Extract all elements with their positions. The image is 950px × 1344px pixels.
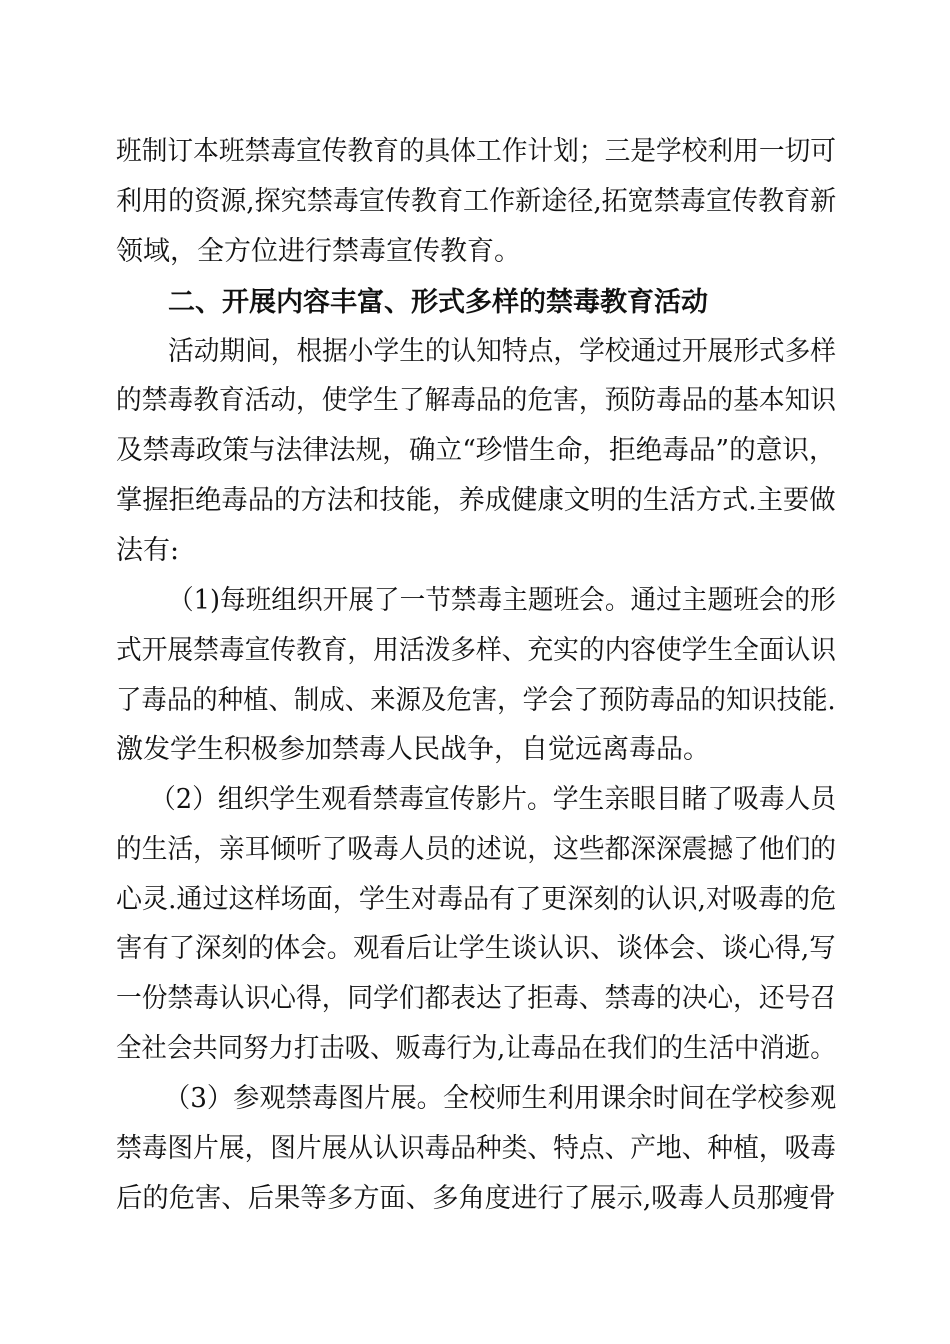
paragraph-line: 利用的资源,探究禁毒宣传教育工作新途径,拓宽禁毒宣传教育新 [116, 186, 837, 217]
paragraph-line: 活动期间，根据小学生的认知特点，学校通过开展形式多样 [168, 336, 836, 367]
paragraph-line: （3）参观禁毒图片展。全校师生利用课余时间在学校参观 [164, 1083, 837, 1114]
paragraph-line: 掌握拒绝毒品的方法和技能，养成健康文明的生活方式.主要做 [116, 485, 836, 516]
paragraph-line: 全社会共同努力打击吸、贩毒行为,让毒品在我们的生活中消逝。 [116, 1033, 836, 1064]
paragraph-line: 后的危害、后果等多方面、多角度进行了展示,吸毒人员那瘦骨 [116, 1183, 836, 1214]
section-heading: 二、开展内容丰富、形式多样的禁毒教育活动 [168, 287, 708, 318]
paragraph-line: 心灵.通过这样场面，学生对毒品有了更深刻的认识,对吸毒的危 [116, 884, 837, 915]
paragraph-line: 一份禁毒认识心得，同学们都表达了拒毒、禁毒的决心，还号召 [116, 983, 836, 1014]
paragraph-line: 法有: [116, 535, 180, 566]
paragraph-line: 的禁毒教育活动，使学生了解毒品的危害，预防毒品的基本知识 [116, 385, 836, 416]
paragraph-line: 领域，全方位进行禁毒宣传教育。 [116, 236, 521, 267]
paragraph-line: 禁毒图片展，图片展从认识毒品种类、特点、产地、种植，吸毒 [116, 1133, 836, 1164]
paragraph-line: 了毒品的种植、制成、来源及危害，学会了预防毒品的知识技能. [116, 685, 836, 716]
paragraph-line: 及禁毒政策与法律法规，确立“珍惜生命，拒绝毒品”的意识， [116, 435, 836, 466]
paragraph-line: 害有了深刻的体会。观看后让学生谈认识、谈体会、谈心得,写 [116, 933, 836, 964]
paragraph-line: 式开展禁毒宣传教育，用活泼多样、充实的内容使学生全面认识 [116, 635, 836, 666]
paragraph-line: 激发学生积极参加禁毒人民战争，自觉远离毒品。 [116, 734, 710, 765]
paragraph-line: （1)每班组织开展了一节禁毒主题班会。通过主题班会的形 [168, 585, 836, 616]
paragraph-line: （2）组织学生观看禁毒宣传影片。学生亲眼目睹了吸毒人员 [150, 784, 837, 815]
paragraph-line: 班制订本班禁毒宣传教育的具体工作计划；三是学校利用一切可 [116, 136, 836, 167]
paragraph-line: 的生活，亲耳倾听了吸毒人员的述说，这些都深深震撼了他们的 [116, 834, 836, 865]
